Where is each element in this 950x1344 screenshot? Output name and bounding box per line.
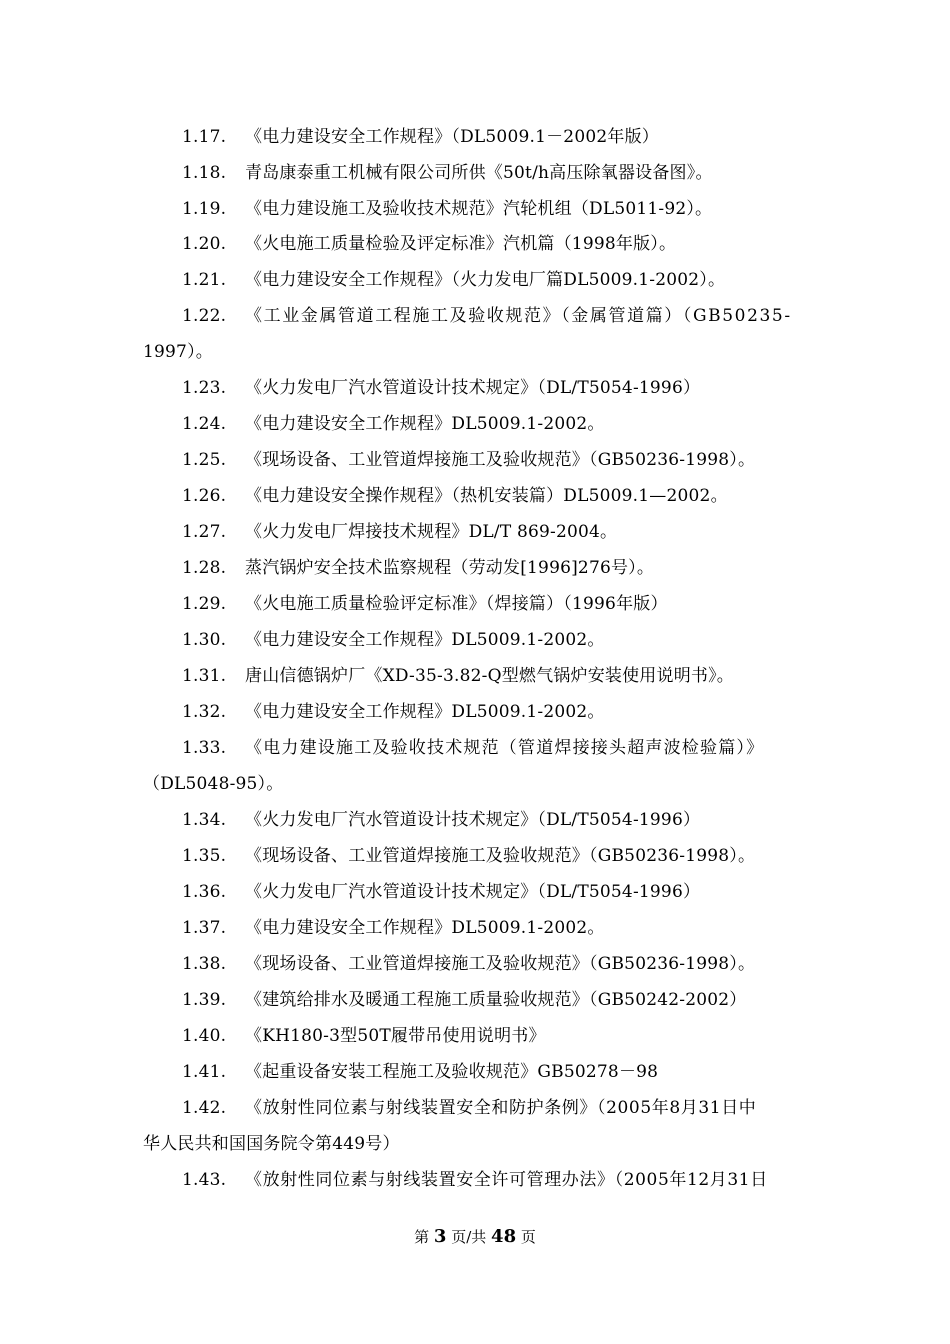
reference-item xyxy=(182,593,668,615)
item-text: 青岛康泰重工机械有限公司所供《50t/h高压除氧器设备图》。 xyxy=(245,163,713,183)
reference-item xyxy=(182,953,755,975)
total-page-number: 48 xyxy=(491,1226,517,1247)
item-text: 蒸汽锅炉安全技术监察规程（劳动发[1996]276号）。 xyxy=(245,558,655,578)
item-number: 1.28. xyxy=(182,558,227,578)
reference-item xyxy=(182,305,792,327)
reference-item xyxy=(182,737,764,759)
reference-item-continuation: 华人民共和国国务院令第449号） xyxy=(143,1134,400,1154)
reference-item xyxy=(182,809,700,831)
reference-item xyxy=(182,485,728,507)
item-text: 《电力建设施工及验收技术规范（管道焊接接头超声波检验篇）》 xyxy=(245,738,765,758)
reference-item xyxy=(182,989,746,1011)
item-number: 1.34. xyxy=(182,810,227,830)
item-number: 1.39. xyxy=(182,990,227,1010)
reference-item xyxy=(182,629,605,651)
item-text: 《现场设备、工业管道焊接施工及验收规范》（GB50236-1998）。 xyxy=(245,846,756,866)
item-number: 1.30. xyxy=(182,630,227,650)
reference-item xyxy=(182,1169,768,1191)
item-number: 1.20. xyxy=(182,234,227,254)
reference-item xyxy=(182,1025,546,1047)
reference-item xyxy=(182,701,605,723)
reference-item xyxy=(182,377,700,399)
item-text: 《起重设备安装工程施工及验收规范》GB50278－98 xyxy=(245,1062,659,1082)
item-text: 《放射性同位素与射线装置安全和防护条例》（2005年8月31日中 xyxy=(245,1098,757,1118)
item-text: 《火电施工质量检验评定标准》（焊接篇）（1996年版） xyxy=(245,594,668,614)
item-text: 《火力发电厂汽水管道设计技术规定》（DL/T5054-1996） xyxy=(245,882,701,902)
reference-item xyxy=(182,917,605,939)
item-number: 1.40. xyxy=(182,1026,227,1046)
item-number: 1.24. xyxy=(182,414,227,434)
reference-item xyxy=(182,881,700,903)
item-number: 1.42. xyxy=(182,1098,227,1118)
footer-suffix: 页 xyxy=(520,1228,536,1246)
item-number: 1.41. xyxy=(182,1062,227,1082)
item-text: 《火力发电厂汽水管道设计技术规定》（DL/T5054-1996） xyxy=(245,810,701,830)
item-text: 《现场设备、工业管道焊接施工及验收规范》（GB50236-1998）。 xyxy=(245,954,756,974)
reference-item xyxy=(182,269,725,291)
item-text: 《建筑给排水及暖通工程施工质量验收规范》（GB50242-2002） xyxy=(245,990,747,1010)
reference-item xyxy=(182,413,605,435)
item-number: 1.43. xyxy=(182,1170,227,1190)
item-text: 《火力发电厂焊接技术规程》DL/T 869-2004。 xyxy=(245,522,618,542)
item-number: 1.27. xyxy=(182,522,227,542)
reference-item xyxy=(182,665,734,687)
item-number: 1.32. xyxy=(182,702,227,722)
item-number: 1.18. xyxy=(182,163,227,183)
reference-item xyxy=(182,162,713,184)
reference-item xyxy=(182,845,755,867)
item-text: 《电力建设安全工作规程》DL5009.1-2002。 xyxy=(245,918,605,938)
item-number: 1.36. xyxy=(182,882,227,902)
item-number: 1.38. xyxy=(182,954,227,974)
item-text: 《电力建设施工及验收技术规范》汽轮机组（DL5011-92）。 xyxy=(245,199,713,219)
item-number: 1.33. xyxy=(182,738,227,758)
item-text: 《火电施工质量检验及评定标准》汽机篇（1998年版）。 xyxy=(245,234,677,254)
item-text: 《KH180-3型50T履带吊使用说明书》 xyxy=(245,1026,546,1046)
reference-item xyxy=(182,449,755,471)
reference-item xyxy=(182,233,676,255)
item-text: 唐山信德锅炉厂《XD-35-3.82-Q型燃气锅炉安装使用说明书》。 xyxy=(245,666,734,686)
item-text: 《火力发电厂汽水管道设计技术规定》（DL/T5054-1996） xyxy=(245,378,701,398)
reference-item-continuation: （DL5048-95）。 xyxy=(143,774,284,794)
item-number: 1.37. xyxy=(182,918,227,938)
item-number: 1.26. xyxy=(182,486,227,506)
item-number: 1.21. xyxy=(182,270,227,290)
item-text: 《放射性同位素与射线装置安全许可管理办法》（2005年12月31日 xyxy=(245,1170,768,1190)
item-number: 1.25. xyxy=(182,450,227,470)
reference-item-continuation: 1997）。 xyxy=(143,342,213,362)
reference-item xyxy=(182,1061,658,1083)
item-number: 1.22. xyxy=(182,306,227,326)
page-footer xyxy=(0,1226,950,1248)
item-number: 1.19. xyxy=(182,199,227,219)
item-number: 1.29. xyxy=(182,594,227,614)
item-text: 《电力建设安全工作规程》DL5009.1-2002。 xyxy=(245,414,605,434)
reference-item xyxy=(182,1097,756,1119)
footer-prefix: 第 xyxy=(414,1228,430,1246)
reference-item xyxy=(182,126,659,148)
item-text: 《现场设备、工业管道焊接施工及验收规范》（GB50236-1998）。 xyxy=(245,450,756,470)
reference-item xyxy=(182,557,654,579)
reference-item xyxy=(182,198,712,220)
item-text: 《电力建设安全工作规程》DL5009.1-2002。 xyxy=(245,630,605,650)
item-number: 1.17. xyxy=(182,127,227,147)
item-number: 1.31. xyxy=(182,666,227,686)
item-text: 《电力建设安全操作规程》（热机安装篇）DL5009.1—2002。 xyxy=(245,486,728,506)
current-page-number: 3 xyxy=(433,1226,447,1247)
footer-middle: 页/共 xyxy=(451,1228,487,1246)
item-text: 《电力建设安全工作规程》（DL5009.1－2002年版） xyxy=(245,127,659,147)
reference-item xyxy=(182,521,617,543)
item-number: 1.23. xyxy=(182,378,227,398)
item-text: 《电力建设安全工作规程》DL5009.1-2002。 xyxy=(245,702,605,722)
item-number: 1.35. xyxy=(182,846,227,866)
item-text: 《电力建设安全工作规程》（火力发电厂篇DL5009.1-2002）。 xyxy=(245,270,726,290)
item-text: 《工业金属管道工程施工及验收规范》（金属管道篇）（GB50235- xyxy=(245,306,792,326)
